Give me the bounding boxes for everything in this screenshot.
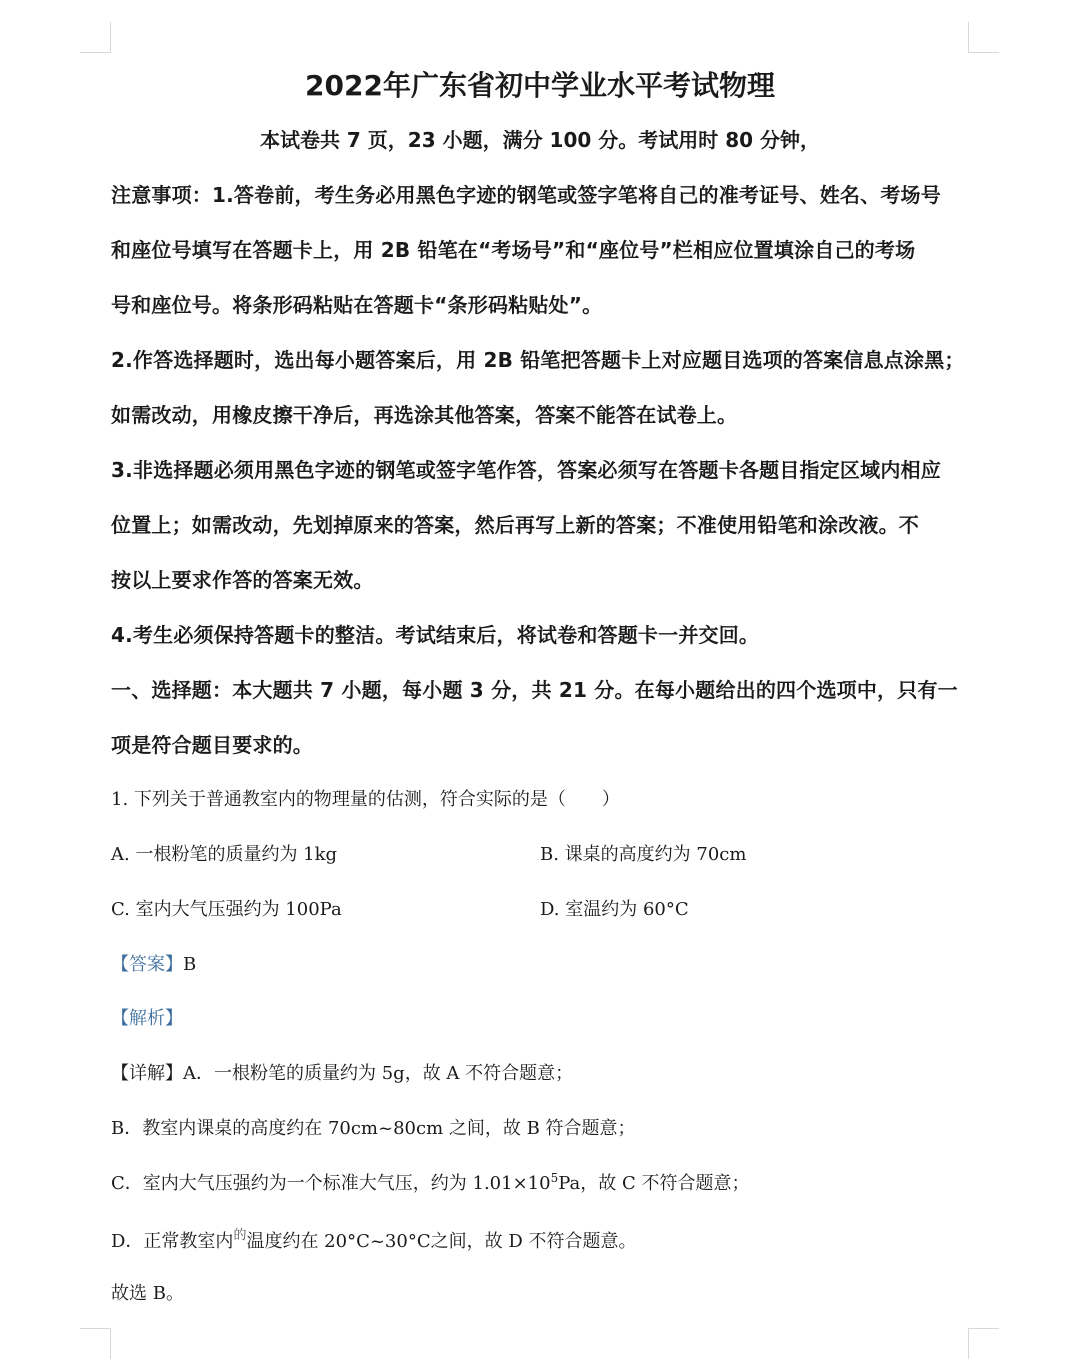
notice-line: 2.作答选择题时，选出每小题答案后，用 2B 铅笔把答题卡上对应题目选项的答案信息点涂黑； (111, 348, 965, 372)
notice-line: 位置上；如需改动，先划掉原来的答案，然后再写上新的答案；不准使用铅笔和涂改液。不 (111, 513, 919, 537)
answer-line (111, 950, 196, 976)
conclusion: 故选 B。 (111, 1283, 184, 1304)
crop-mark-bottom-right (968, 1328, 999, 1359)
option-b: B. 课桌的高度约为 70cm (540, 844, 747, 865)
notice-line: 4.考生必须保持答题卡的整洁。考试结束后，将试卷和答题卡一并交回。 (111, 623, 760, 647)
notice-line: 号和座位号。将条形码粘贴在答题卡“条形码粘贴处”。 (111, 293, 603, 317)
detail-c-exponent: 5 (550, 1171, 559, 1185)
notice-line: 按以上要求作答的答案无效。 (111, 568, 374, 592)
option-c: C. 室内大气压强约为 100Pa (111, 899, 342, 920)
question-stem: 1. 下列关于普通教室内的物理量的估测，符合实际的是（ ） (111, 789, 620, 810)
detail-a-text: A．一根粉笔的质量约为 5g，故 A 不符合题意； (183, 1063, 574, 1084)
document-title: 2022年广东省初中学业水平考试物理 (305, 69, 775, 102)
detail-d-post: 温度约在 20°C~30°C之间，故 D 不符合题意。 (246, 1231, 637, 1252)
analysis-tag: 【解析】 (111, 1008, 183, 1029)
exam-info: 本试卷共 7 页，23 小题，满分 100 分。考试用时 80 分钟， (259, 128, 821, 152)
option-d: D. 室温约为 60°C (540, 899, 689, 920)
answer-tag: 【答案】 (111, 954, 183, 975)
crop-mark-top-left (80, 22, 111, 53)
notice-line: 如需改动，用橡皮擦干净后，再选涂其他答案，答案不能答在试卷上。 (111, 403, 738, 427)
detail-line-c (111, 1169, 749, 1195)
notice-line: 3.非选择题必须用黑色字迹的钢笔或签字笔作答，答案必须写在答题卡各题目指定区域内相应 (111, 458, 941, 482)
crop-mark-top-right (968, 22, 999, 53)
crop-mark-bottom-left (80, 1328, 111, 1359)
section-heading: 项是符合题目要求的。 (111, 733, 313, 757)
notice-line: 和座位号填写在答题卡上，用 2B 铅笔在“考场号”和“座位号”栏相应位置填涂自己的考场 (111, 238, 916, 262)
detail-line-b: B．教室内课桌的高度约在 70cm~80cm 之间，故 B 符合题意； (111, 1118, 636, 1139)
detail-d-small-char: 的 (233, 1228, 247, 1243)
detail-tag: 【详解】 (111, 1063, 183, 1084)
detail-line-a (111, 1059, 573, 1085)
detail-line-d (111, 1224, 636, 1253)
detail-c-post: Pa，故 C 不符合题意； (558, 1173, 750, 1194)
detail-c-pre: C．室内大气压强约为一个标准大气压，约为 1.01×10 (111, 1173, 551, 1194)
section-heading: 一、选择题：本大题共 7 小题，每小题 3 分，共 21 分。在每小题给出的四个选项中，只有一 (111, 678, 958, 702)
detail-d-pre: D．正常教室内 (111, 1231, 234, 1252)
option-a: A. 一根粉笔的质量约为 1kg (111, 844, 338, 865)
answer-value: B (183, 954, 197, 975)
notice-line: 注意事项：1.答卷前，考生务必用黑色字迹的钢笔或签字笔将自己的准考证号、姓名、考场号 (111, 183, 941, 207)
